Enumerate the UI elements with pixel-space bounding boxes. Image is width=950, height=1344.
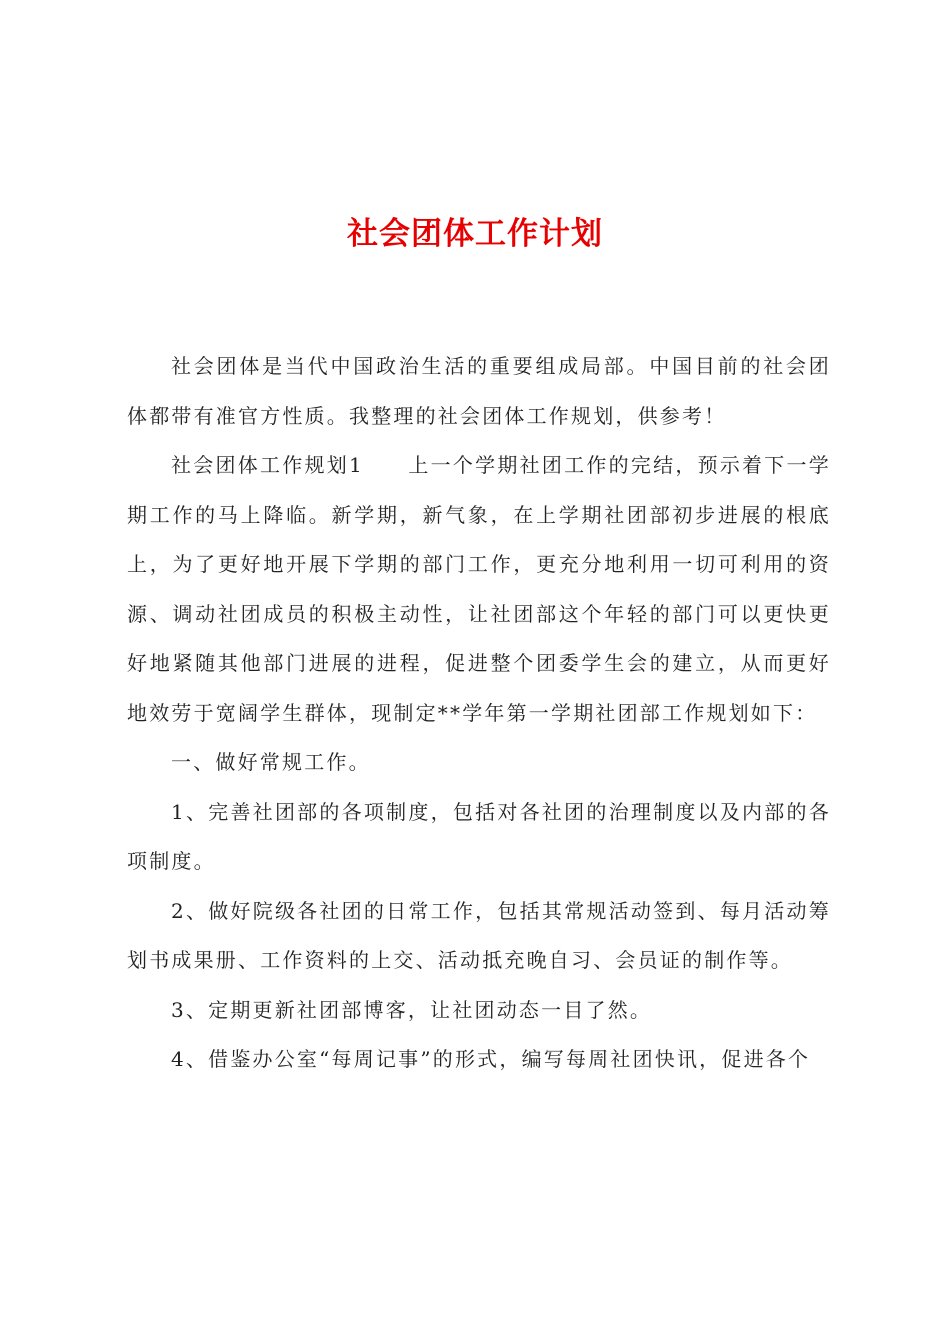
- paragraph-section-1-heading: 一、做好常规工作。: [171, 750, 371, 774]
- paragraph-item-4: 4、借鉴办公室“每周记事”的形式，编写每周社团快讯，促进各个: [171, 1047, 811, 1071]
- paragraph-item-2: 2、做好院级各社团的日常工作，包括其常规活动签到、每月活动筹划书成果册、工作资料的上交、活动抵充晚自习、会员证的制作等。: [127, 898, 831, 972]
- paragraph-plan-1: 社会团体工作规划1 上一个学期社团工作的完结，预示着下一学期工作的马上降临。新学期，新气象，在上学期社团部初步进展的根底上，为了更好地开展下学期的部门工作，更充分地利用一切可利用的资源、调动社团成员的积极主动性，让社团部这个年轻的部门可以更快更好地紧随其他部门进展的进程，促进整个团委学生会的建立，从而更好地效劳于宽阔学生群体，现制定**学年第一学期社团部工作规划如下：: [127, 453, 831, 725]
- paragraph-item-3: 3、定期更新社团部博客，让社团动态一目了然。: [171, 997, 653, 1022]
- paragraph-intro: 社会团体是当代中国政治生活的重要组成局部。中国目前的社会团体都带有准官方性质。我整理的社会团体工作规划，供参考！: [127, 354, 831, 428]
- document-title: 社会团体工作计划: [347, 216, 603, 252]
- paragraph-item-1: 1、完善社团部的各项制度，包括对各社团的治理制度以及内部的各项制度。: [127, 799, 831, 873]
- document-body: [127, 342, 831, 1085]
